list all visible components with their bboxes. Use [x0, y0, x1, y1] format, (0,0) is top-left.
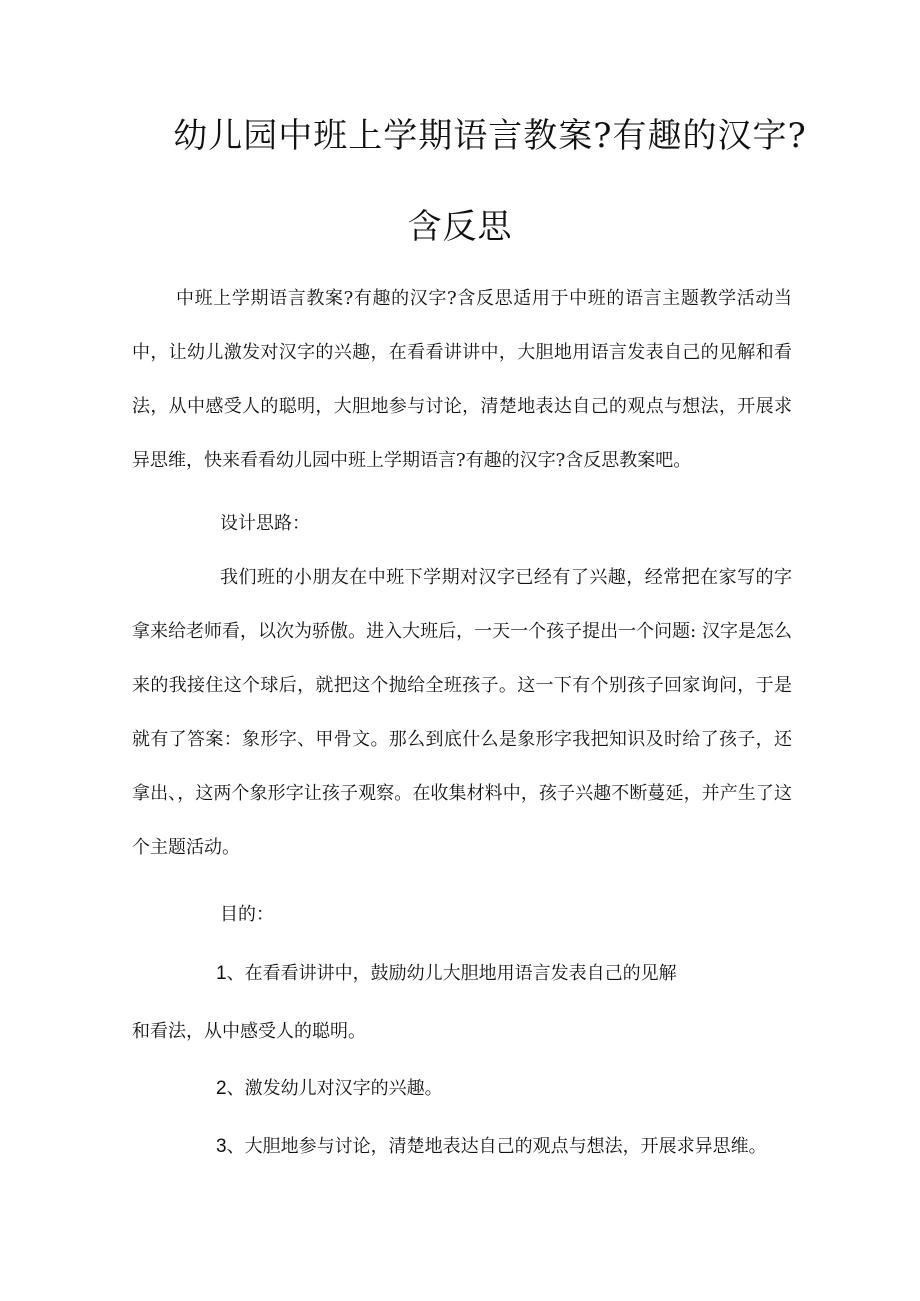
goal-item-1-continued: 和看法，从中感受人的聪明。 [132, 1021, 366, 1042]
goal-item-1-text: 、在看看讲讲中，鼓励幼儿大胆地用语言发表自己的见解 [226, 963, 677, 984]
goal-item-1 [216, 959, 677, 989]
doc-title-line-2: 含反思 [407, 207, 513, 247]
goal-item-2-number: 2 [216, 1078, 227, 1099]
goal-item-2-text: 、激发幼儿对汉字的兴趣。 [226, 1078, 443, 1099]
doc-title-line-1: 幼儿园中班上学期语言教案?有趣的汉字? [173, 116, 807, 156]
goal-item-2 [216, 1074, 443, 1104]
goals-label: 目的： [220, 904, 274, 925]
intro-paragraph: 中班上学期语言教案?有趣的汉字?含反思适用于中班的语言主题教学活动当中，让幼儿激发对汉字的兴趣，在看看讲讲中，大胆地用语言发表自己的见解和看法，从中感受人的聪明，大胆地参与讨论，清楚地表达自己的观点与想法，开展求异思维，快来看看幼儿园中班上学期语言?有趣的汉字?含反思教案吧。 [132, 288, 792, 471]
goal-item-3-number: 3 [216, 1136, 227, 1157]
design-paragraph: 我们班的小朋友在中班下学期对汉字已经有了兴趣，经常把在家写的字拿来给老师看，以次为骄傲。进入大班后，一天一个孩子提出一个问题: 汉字是怎么来的我接住这个球后，就把这个抛给全班孩子。这一下有个别孩子回家询问，于是就有了答案：象形字、甲骨文。那么到底什么是象形字我把知识及时给了孩子，还拿出、，这两个象形字让孩子观察。在收集材料中，孩子兴趣不断蔓延，并产生了这个主题活动。 [132, 567, 792, 858]
goal-item-3 [216, 1132, 767, 1162]
goal-item-1-number: 1 [216, 963, 227, 984]
goal-item-3-text: 、大胆地参与讨论，清楚地表达自己的观点与想法，开展求异思维。 [226, 1136, 767, 1157]
design-label: 设计思路： [220, 513, 310, 534]
